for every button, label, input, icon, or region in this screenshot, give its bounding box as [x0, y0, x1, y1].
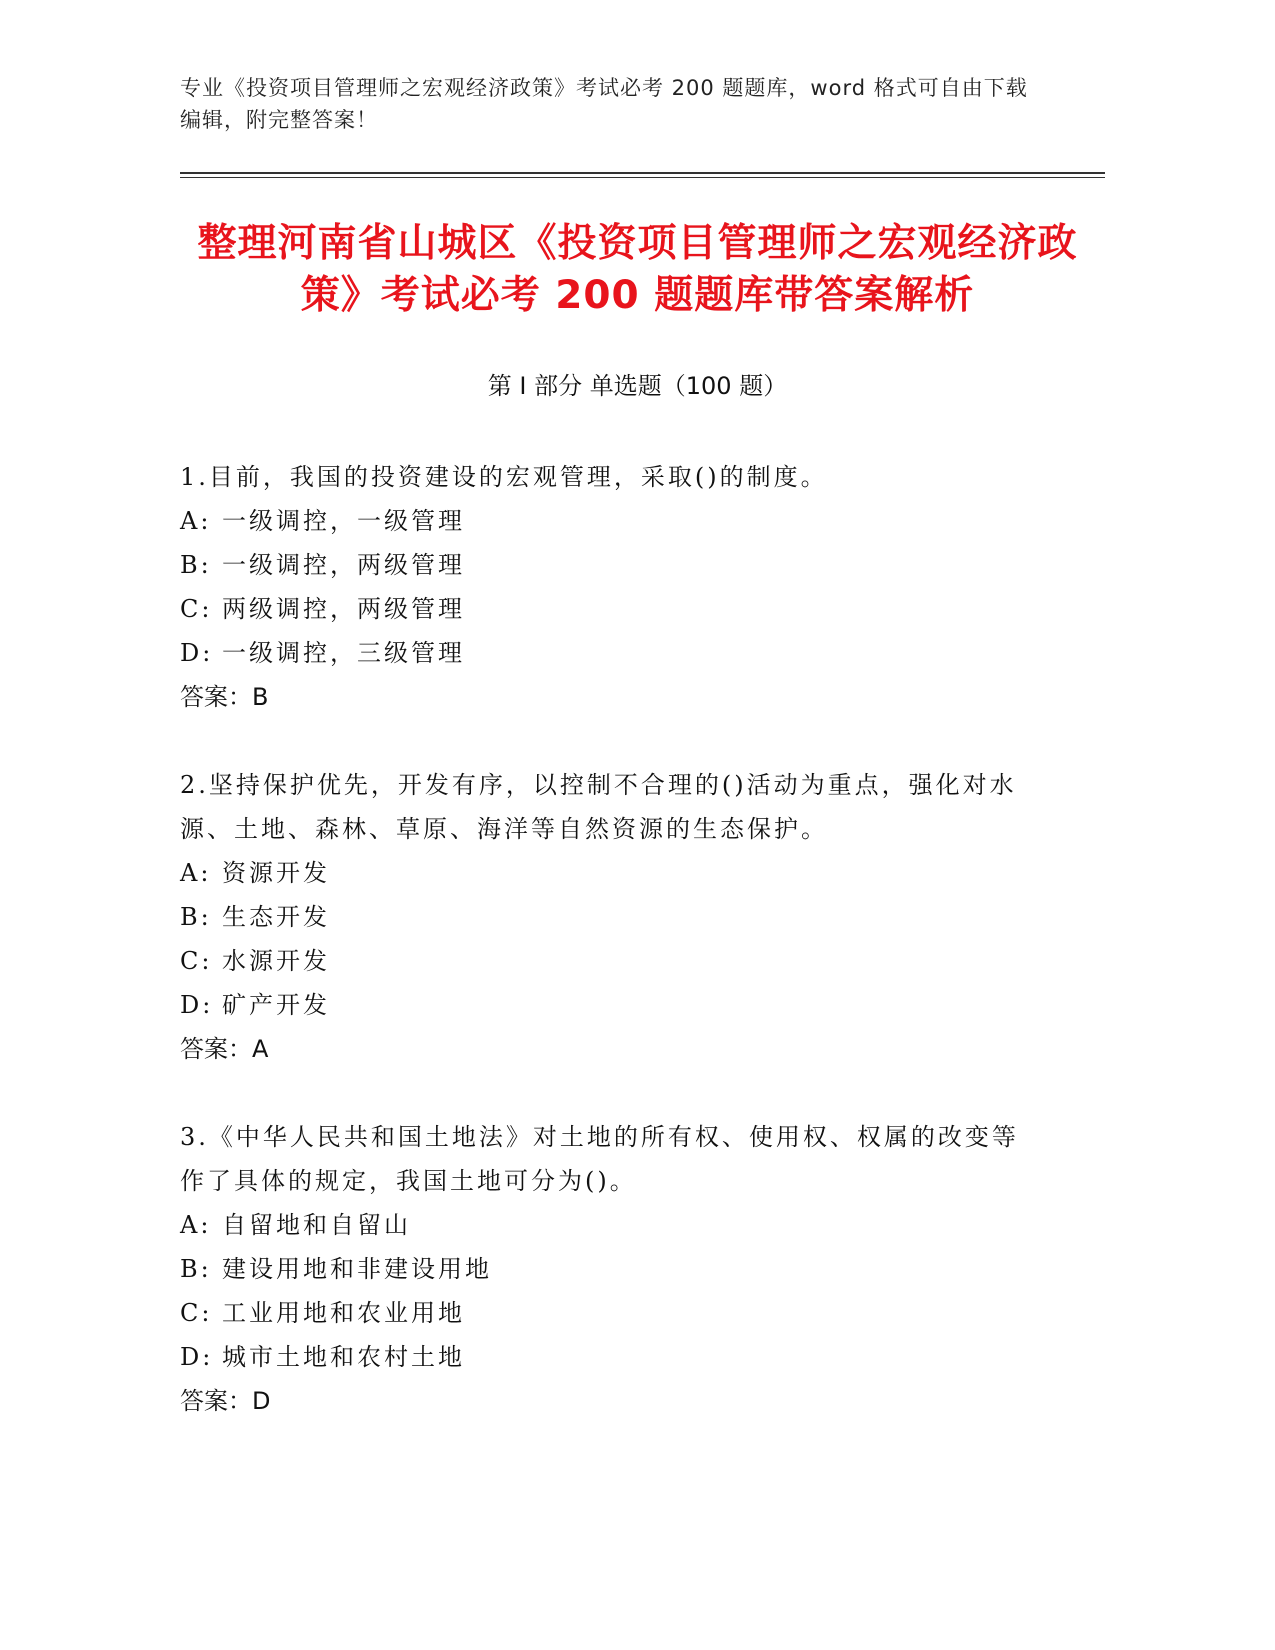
question-stem: 2.坚持保护优先，开发有序，以控制不合理的()活动为重点，强化对水源、土地、森林、草原、海洋等自然资源的生态保护。	[180, 771, 1017, 843]
option-b	[180, 895, 1020, 939]
option-key: A:	[180, 1211, 212, 1239]
option-a	[180, 851, 1020, 895]
option-text: 工业用地和农业用地	[222, 1299, 465, 1327]
option-key: C:	[180, 947, 213, 975]
option-text: 一级调控，三级管理	[222, 639, 465, 667]
option-key: C:	[180, 1299, 213, 1327]
option-b	[180, 1247, 1020, 1291]
option-key: D:	[180, 991, 214, 1019]
option-text: 自留地和自留山	[222, 1211, 411, 1239]
question-3	[180, 1115, 1020, 1423]
question-stem: 3.《中华人民共和国土地法》对土地的所有权、使用权、权属的改变等作了具体的规定，我国土地可分为()。	[180, 1123, 1019, 1195]
question-list	[180, 455, 1020, 1467]
option-text: 水源开发	[222, 947, 330, 975]
option-text: 建设用地和非建设用地	[222, 1255, 492, 1283]
option-a	[180, 499, 1020, 543]
option-d	[180, 1335, 1020, 1379]
header-rule-thick	[180, 172, 1105, 174]
question-2	[180, 763, 1020, 1071]
option-key: B:	[180, 551, 212, 579]
header-rule-thin	[180, 177, 1105, 178]
option-text: 城市土地和农村土地	[222, 1343, 465, 1371]
option-key: A:	[180, 507, 212, 535]
option-d	[180, 631, 1020, 675]
option-c	[180, 587, 1020, 631]
question-answer: 答案：D	[180, 1387, 271, 1415]
option-c	[180, 939, 1020, 983]
question-answer: 答案：A	[180, 1035, 269, 1063]
option-text: 矿产开发	[222, 991, 330, 1019]
header-note: 专业《投资项目管理师之宏观经济政策》考试必考 200 题题库，word 格式可自由下载编辑，附完整答案！	[180, 76, 1028, 132]
option-a	[180, 1203, 1020, 1247]
option-text: 生态开发	[222, 903, 330, 931]
option-text: 一级调控，两级管理	[222, 551, 465, 579]
option-key: B:	[180, 1255, 212, 1283]
option-b	[180, 543, 1020, 587]
section-heading: 第 I 部分 单选题（100 题）	[487, 372, 788, 400]
option-d	[180, 983, 1020, 1027]
question-answer: 答案：B	[180, 683, 269, 711]
option-text: 资源开发	[222, 859, 330, 887]
question-stem: 1.目前，我国的投资建设的宏观管理，采取()的制度。	[180, 463, 828, 491]
option-key: C:	[180, 595, 213, 623]
option-key: A:	[180, 859, 212, 887]
question-1	[180, 455, 1020, 719]
option-text: 两级调控，两级管理	[222, 595, 465, 623]
document-title: 整理河南省山城区《投资项目管理师之宏观经济政策》考试必考 200 题题库带答案解析	[197, 221, 1078, 318]
option-text: 一级调控，一级管理	[222, 507, 465, 535]
option-key: B:	[180, 903, 212, 931]
option-key: D:	[180, 1343, 214, 1371]
option-key: D:	[180, 639, 214, 667]
option-c	[180, 1291, 1020, 1335]
